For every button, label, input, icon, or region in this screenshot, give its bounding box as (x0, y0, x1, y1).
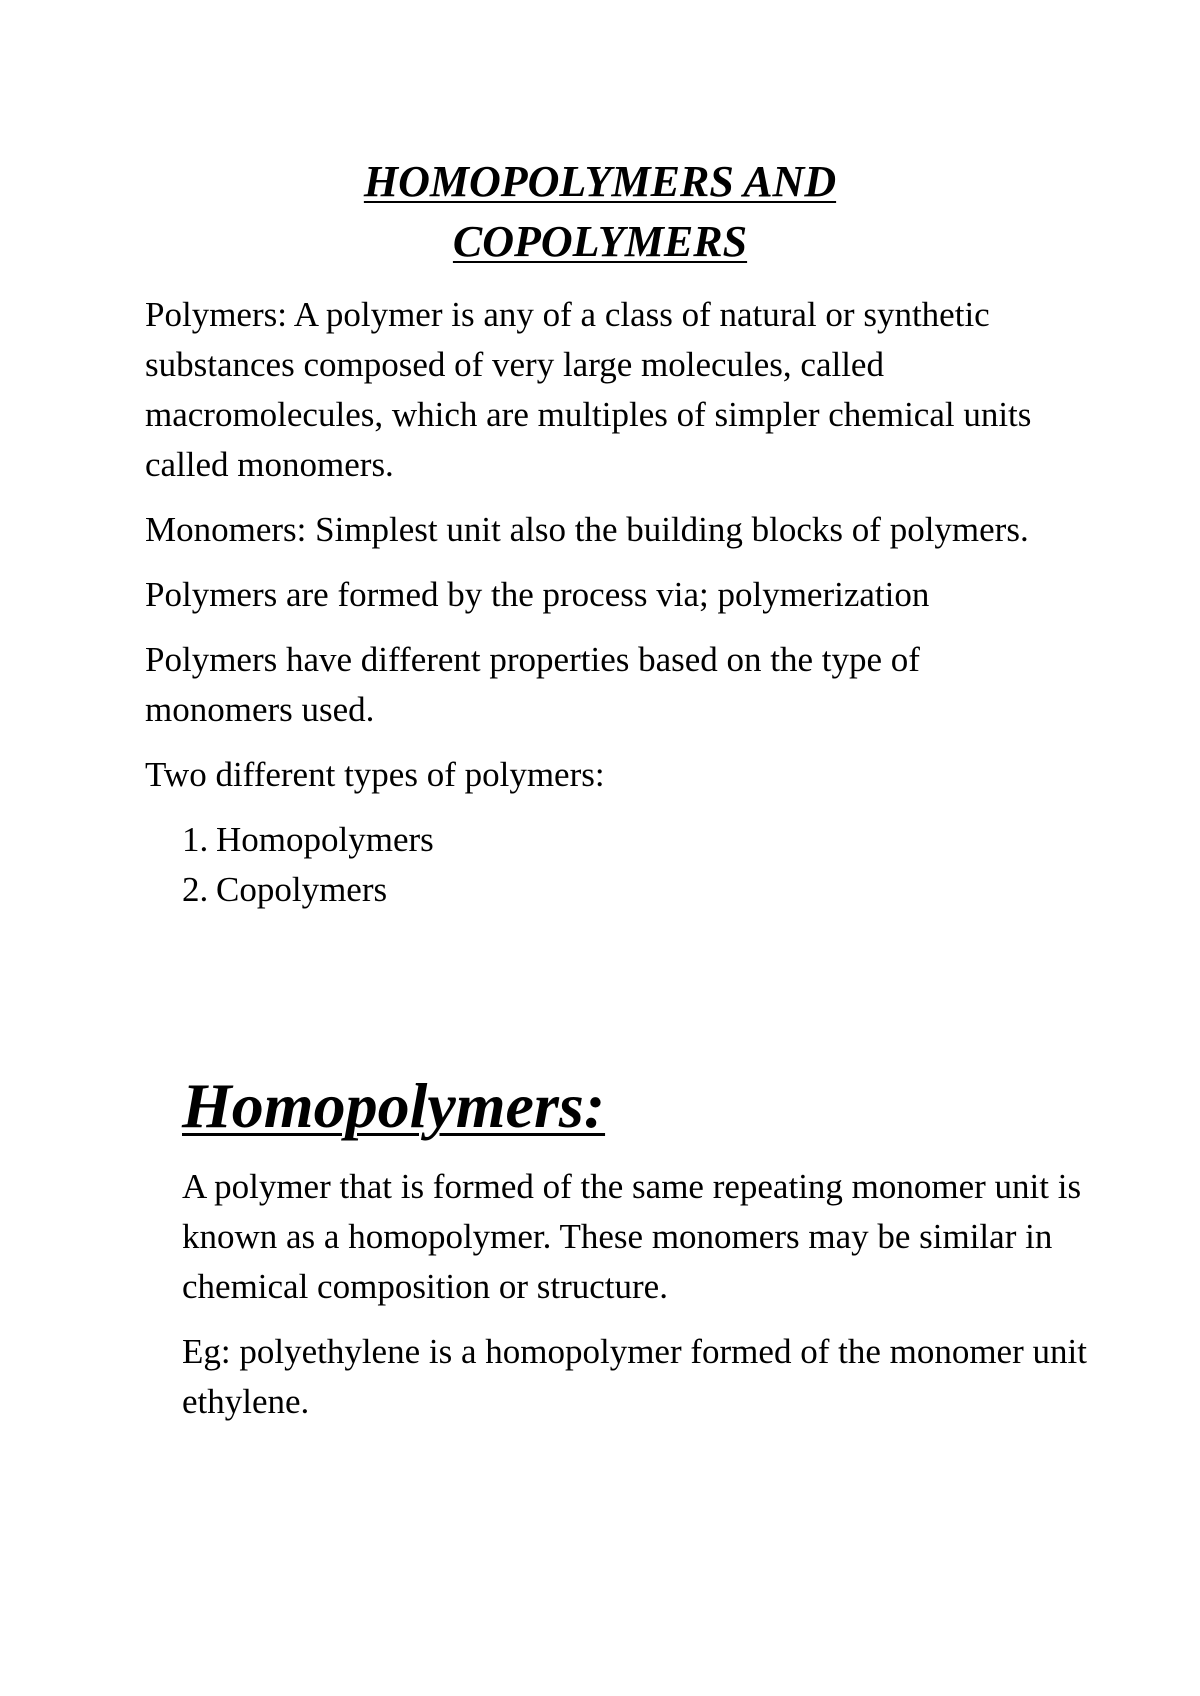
list-item-label: Homopolymers (216, 820, 434, 859)
page-title (145, 152, 1055, 272)
monomers-definition-paragraph: Monomers: Simplest unit also the building blocks of polymers. (145, 510, 1029, 549)
list-item-label: Copolymers (216, 870, 388, 909)
title-line-1: HOMOPOLYMERS AND (363, 157, 837, 206)
types-intro-paragraph: Two different types of polymers: (145, 755, 605, 794)
homopolymer-definition-paragraph: A polymer that is formed of the same repeating monomer unit is known as a homopolymer. These monomers may be similar in chemical composition or structure. (182, 1167, 1082, 1306)
list-item-number: 2. (182, 870, 209, 909)
list-item (145, 815, 1075, 865)
intro-section (145, 290, 1075, 915)
polymers-definition-paragraph: Polymers: A polymer is any of a class of natural or synthetic substances composed of very large molecules, called macromolecules, which are multiples of simpler chemical units called monomers. (145, 295, 1032, 484)
list-item (145, 865, 1075, 915)
homopolymers-section (182, 1070, 1092, 1442)
title-line-2: COPOLYMERS (452, 217, 748, 266)
polymer-types-list (145, 815, 1075, 915)
polymerization-paragraph: Polymers are formed by the process via; polymerization (145, 575, 930, 614)
properties-paragraph: Polymers have different properties based on the type of monomers used. (145, 640, 920, 729)
homopolymer-example-paragraph: Eg: polyethylene is a homopolymer formed of the monomer unit ethylene. (182, 1332, 1087, 1421)
list-item-number: 1. (182, 820, 209, 859)
homopolymers-heading: Homopolymers: (182, 1070, 606, 1141)
